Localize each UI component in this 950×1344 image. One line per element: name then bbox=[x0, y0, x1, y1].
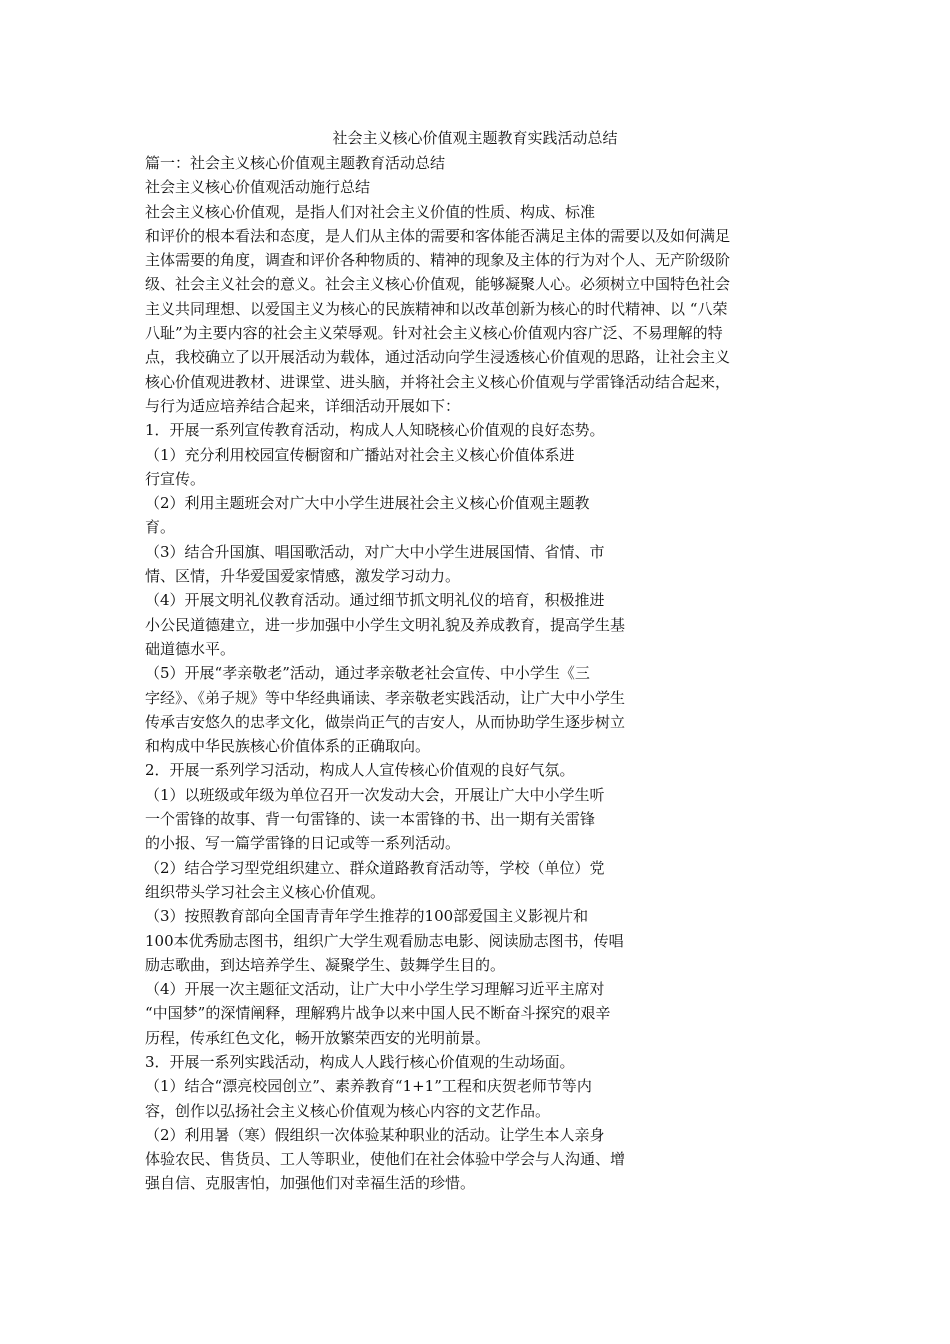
body-line: 2．开展一系列学习活动，构成人人宣传核心价值观的良好气氛。 bbox=[145, 761, 575, 780]
body-line: （2）利用暑（寒）假组织一次体验某种职业的活动。让学生本人亲身 bbox=[145, 1125, 605, 1144]
body-line: （3）结合升国旗、唱国歌活动，对广大中小学生进展国情、省情、市 bbox=[145, 542, 605, 561]
body-line: 行宣传。 bbox=[145, 469, 206, 488]
body-line: 育。 bbox=[145, 518, 176, 537]
body-line: 字经》、《弟子规》等中华经典诵读、孝亲敬老实践活动，让广大中小学生 bbox=[145, 688, 626, 707]
body-line: 容，创作以弘扬社会主义核心价值观为核心内容的文艺作品。 bbox=[145, 1101, 551, 1120]
body-line: 3．开展一系列实践活动，构成人人践行核心价值观的生动场面。 bbox=[145, 1052, 575, 1071]
body-line: 与行为适应培养结合起来，详细活动开展如下： bbox=[145, 396, 461, 415]
body-line: 1．开展一系列宣传教育活动，构成人人知晓核心价值观的良好态势。 bbox=[145, 421, 605, 440]
body-line: 励志歌曲，到达培养学生、凝聚学生、鼓舞学生目的。 bbox=[145, 955, 506, 974]
body-line: （3）按照教育部向全国青青年学生推荐的100部爱国主义影视片和 bbox=[145, 907, 589, 926]
body-line: （2）结合学习型党组织建立、群众道路教育活动等，学校（单位）党 bbox=[145, 858, 605, 877]
body-line: （1）以班级或年级为单位召开一次发动大会，开展让广大中小学生听 bbox=[145, 785, 605, 804]
body-line: 社会主义核心价值观，是指人们对社会主义价值的性质、构成、标准 bbox=[145, 202, 596, 221]
body-line: （1）结合“漂亮校园创立”、素养教育“1+1”工程和庆贺老师节等内 bbox=[145, 1077, 592, 1096]
body-line: （5）开展“孝亲敬老”活动，通过孝亲敬老社会宣传、中小学生《三 bbox=[145, 664, 590, 683]
document-title: 社会主义核心价值观主题教育实践活动总结 bbox=[332, 129, 618, 147]
body-line: 小公民道德建立，进一步加强中小学生文明礼貌及养成教育，提高学生基 bbox=[145, 615, 626, 634]
body-line: “中国梦”的深情阐释，理解鸦片战争以来中国人民不断奋斗探究的艰辛 bbox=[145, 1004, 611, 1023]
body-line: 情、区情，升华爱国爱家情感，激发学习动力。 bbox=[145, 567, 461, 586]
body-line: 体验农民、售货员、工人等职业，使他们在社会体验中学会与人沟通、增 bbox=[145, 1150, 626, 1169]
body-line: 组织带头学习社会主义核心价值观。 bbox=[145, 882, 386, 901]
body-line: 和评价的根本看法和态度，是人们从主体的需要和客体能否满足主体的需要以及如何满足 bbox=[145, 226, 731, 245]
body-line: 级、社会主义社会的意义。社会主义核心价值观，能够凝聚人心。必须树立中国特色社会 bbox=[145, 275, 731, 294]
body-line: 100本优秀励志图书，组织广大学生观看励志电影、阅读励志图书，传唱 bbox=[145, 931, 624, 950]
body-line: 传承吉安悠久的忠孝文化，做崇尚正气的吉安人，从而协助学生逐步树立 bbox=[145, 712, 626, 731]
body-line: 一个雷锋的故事、背一句雷锋的、读一本雷锋的书、出一期有关雷锋 bbox=[145, 810, 596, 829]
body-line: 主义共同理想、以爱国主义为核心的民族精神和以改革创新为核心的时代精神、以 “八荣 bbox=[145, 299, 728, 318]
document-body bbox=[145, 151, 825, 1196]
body-line: 历程，传承红色文化，畅开放繁荣西安的光明前景。 bbox=[145, 1028, 491, 1047]
body-line: 强自信、克服害怕，加强他们对幸福生活的珍惜。 bbox=[145, 1174, 476, 1193]
body-line: 点，我校确立了以开展活动为载体，通过活动向学生浸透核心价值观的思路，让社会主义 bbox=[145, 348, 731, 367]
body-line: （4）开展文明礼仪教育活动。通过细节抓文明礼仪的培育，积极推进 bbox=[145, 591, 605, 610]
body-line: （4）开展一次主题征文活动，让广大中小学生学习理解习近平主席对 bbox=[145, 980, 605, 999]
body-line: 八耻”为主要内容的社会主义荣辱观。针对社会主义核心价值观内容广泛、不易理解的特 bbox=[145, 324, 723, 343]
body-line: 的小报、写一篇学雷锋的日记或等一系列活动。 bbox=[145, 834, 461, 853]
body-line: （1）充分利用校园宣传橱窗和广播站对社会主义核心价值体系进 bbox=[145, 445, 575, 464]
body-line: 社会主义核心价值观活动施行总结 bbox=[145, 178, 371, 197]
body-line: 础道德水平。 bbox=[145, 639, 236, 658]
body-line: （2）利用主题班会对广大中小学生进展社会主义核心价值观主题教 bbox=[145, 494, 590, 513]
body-line: 篇一：社会主义核心价值观主题教育活动总结 bbox=[145, 154, 446, 172]
body-line: 核心价值观进教材、进课堂、进头脑，并将社会主义核心价值观与学雷锋活动结合起来， bbox=[145, 372, 731, 391]
body-line: 主体需要的角度，调查和评价各种物质的、精神的现象及主体的行为对个人、无产阶级阶 bbox=[145, 251, 731, 270]
body-line: 和构成中华民族核心价值体系的正确取向。 bbox=[145, 737, 431, 756]
